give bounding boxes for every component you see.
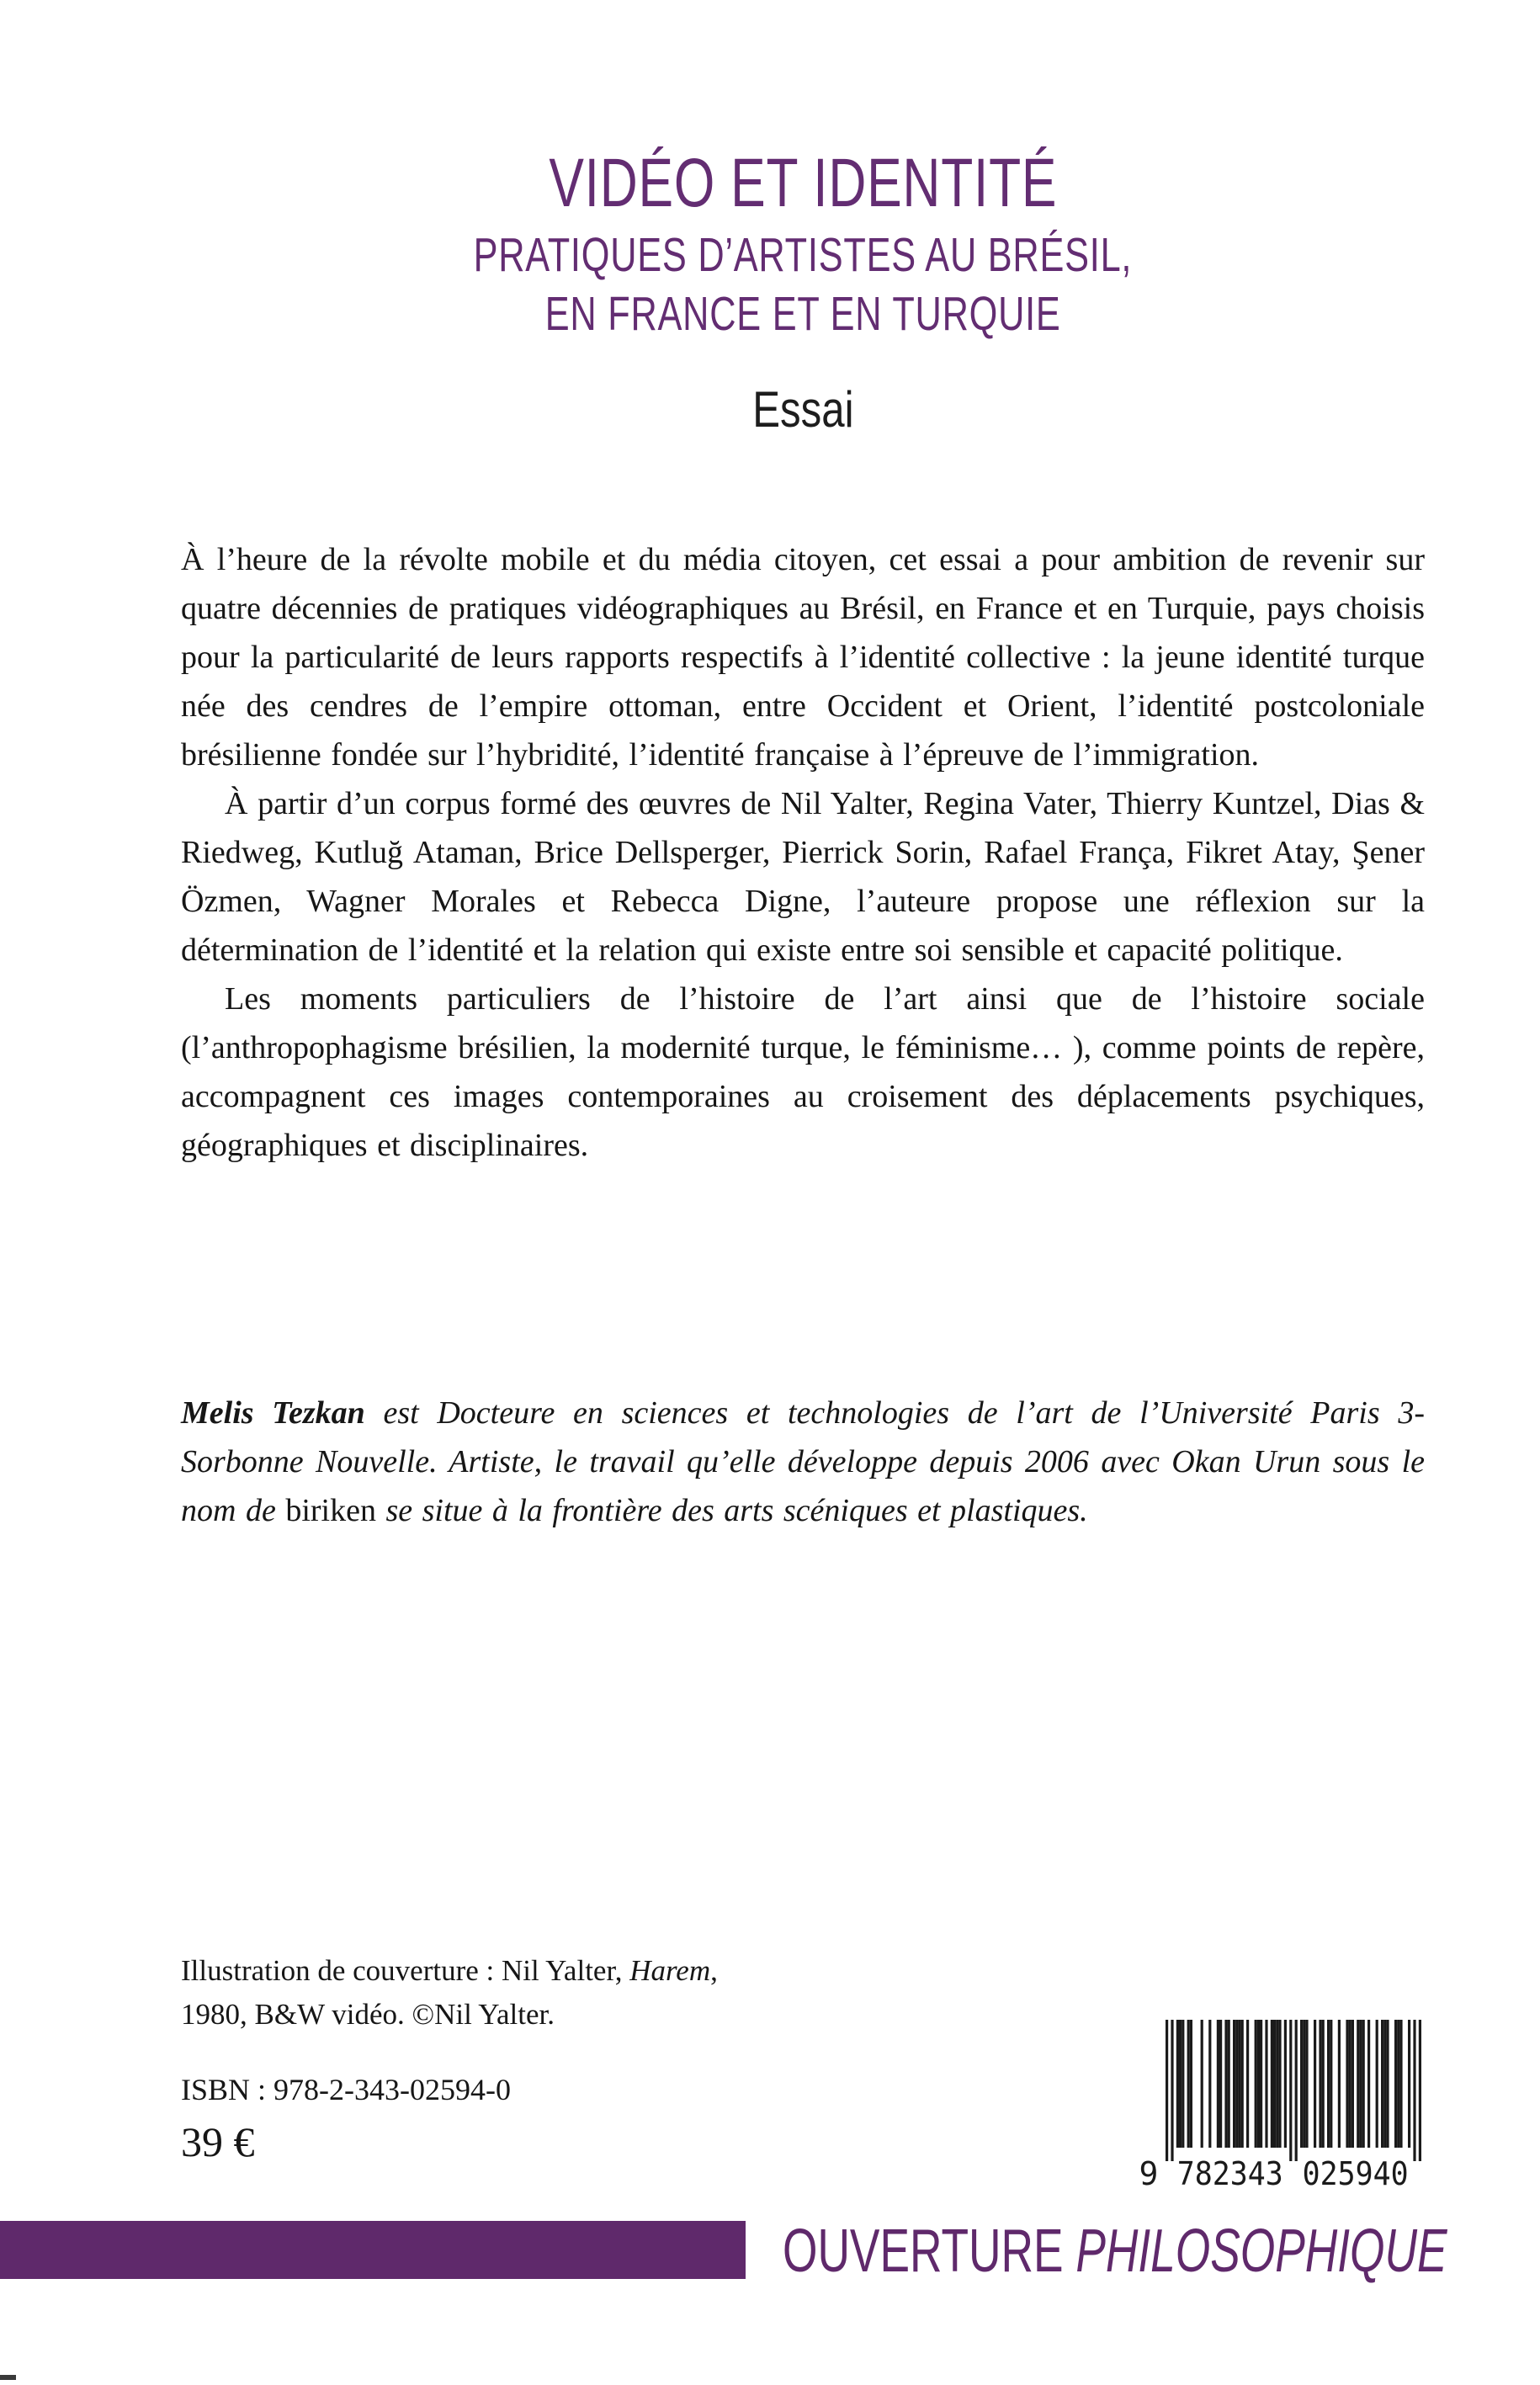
svg-text:782343: 782343	[1176, 2155, 1283, 2188]
collection-name-regular: OUVERTURE	[783, 2217, 1076, 2285]
ean13-barcode	[1137, 2020, 1423, 2188]
credit-suffix: ,	[710, 1954, 718, 1987]
title-block	[181, 141, 1425, 343]
author-name: Melis Tezkan	[181, 1395, 365, 1431]
collection-name-italic: PHILOSOPHIQUE	[1075, 2217, 1447, 2285]
author-bio-text: est Docteure en sciences et technologies de l’art de l’Université Paris 3-Sorbonne Nouvelle. Artiste, le travail qu’elle développe depuis 2006 avec Okan Urun sous le nom de	[181, 1395, 1425, 1528]
book-title: VIDÉO ET IDENTITÉ	[549, 145, 1057, 221]
synopsis-paragraph-1: À l’heure de la révolte mobile et du média citoyen, cet essai a pour ambition de revenir sur quatre décennies de pratiques vidéographiques au Brésil, en France et en Turquie, pays choisis pour la particularité de leurs rapports respectifs à l’identité collective : la jeune identité turque née des cendres de l’empire ottoman, entre Occident et Orient, l’identité postcoloniale brésilienne fondée sur l’hybridité, l’identité française à l’épreuve de l’immigration.	[181, 542, 1425, 773]
author-bio-collective-name: biriken	[285, 1493, 376, 1528]
synopsis-paragraph-3: Les moments particuliers de l’histoire de l’art ainsi que de l’histoire sociale (l’anthropophagisme brésilien, la modernité turque, le féminisme… ), comme points de repère, accompagnent ces images contemporaines au croisement des déplacements psychiques, géographiques et disciplinaires.	[181, 981, 1425, 1163]
isbn: ISBN : 978-2-343-02594-0	[181, 2073, 511, 2106]
credit-prefix: Illustration de couverture : Nil Yalter,	[181, 1954, 630, 1987]
svg-text:025940: 025940	[1302, 2155, 1409, 2188]
author-bio	[181, 1389, 1425, 1535]
crop-mark	[0, 2375, 16, 2380]
credit-line-2: 1980, B&W vidéo. ©Nil Yalter.	[181, 1998, 555, 2031]
price: 39 €	[181, 2118, 255, 2165]
credit-work-title: Harem	[629, 1954, 711, 1987]
collection-title	[783, 2217, 1540, 2285]
genre-label: Essai	[751, 381, 854, 438]
book-subtitle-line-2: EN FRANCE ET EN TURQUIE	[544, 287, 1061, 341]
book-subtitle-line-1: PRATIQUES D’ARTISTES AU BRÉSIL,	[473, 228, 1133, 282]
synopsis	[181, 535, 1425, 1170]
author-bio-text-end: se situe à la frontière des arts scéniques et plastiques.	[375, 1493, 1088, 1528]
cover-illustration-credit	[181, 1949, 938, 2037]
svg-text:9: 9	[1139, 2155, 1159, 2188]
collection-band	[0, 2221, 746, 2279]
synopsis-paragraph-2: À partir d’un corpus formé des œuvres de Nil Yalter, Regina Vater, Thierry Kuntzel, Dias & Riedweg, Kutluğ Ataman, Brice Dellsperger, Pierrick Sorin, Rafael França, Fikret Atay, Şener Özmen, Wagner Morales et Rebecca Digne, l’auteure propose une réflexion sur la détermination de l’identité et la relation qui existe entre soi sensible et capacité politique.	[181, 786, 1425, 968]
